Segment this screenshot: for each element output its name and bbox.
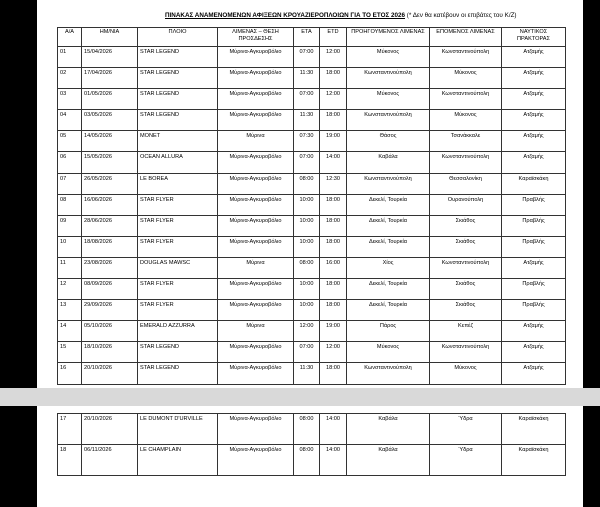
table-cell: Μύρινα-Αγκυροβόλιο [218, 215, 294, 236]
arrivals-table-continued [57, 413, 566, 476]
table-cell: 18:00 [320, 194, 347, 215]
table-cell: 20/10/2026 [82, 363, 138, 384]
table-cell: Μύρινα-Αγκυροβόλιο [218, 68, 294, 89]
table-cell: 03/05/2026 [82, 110, 138, 131]
table-cell: 15 [58, 342, 82, 363]
table-row [58, 342, 566, 363]
table-cell: Ατζαμής [502, 321, 566, 342]
table-cell: STAR FLYER [138, 236, 218, 257]
title-text: ΠΙΝΑΚΑΣ ΑΝΑΜΕΝΟΜΕΝΩΝ ΑΦΙΞΕΩΝ ΚΡΟΥΑΖΙΕΡΟΠΛΟΙΩΝ ΓΙΑ ΤΟ ΕΤΟΣ 2026 [165, 12, 406, 19]
table-cell: 11 [58, 257, 82, 278]
table-cell: Κωνσταντινούπολη [347, 173, 430, 194]
table-cell: 12:30 [320, 173, 347, 194]
table-cell: 10:00 [294, 300, 320, 321]
table-cell: Μύκονος [430, 110, 502, 131]
table-cell: Χίος [347, 257, 430, 278]
table-cell: 08/09/2026 [82, 279, 138, 300]
table-cell: 14:00 [320, 152, 347, 173]
table-cell: Μύρινα-Αγκυροβόλιο [218, 194, 294, 215]
table-cell: Μύρινα-Αγκυροβόλιο [218, 110, 294, 131]
table-row [58, 89, 566, 110]
table-cell: Ατζαμής [502, 110, 566, 131]
table-cell: STAR LEGEND [138, 110, 218, 131]
table-row [58, 152, 566, 173]
table-cell: Ατζαμής [502, 152, 566, 173]
table-cell: 10:00 [294, 215, 320, 236]
table-row [58, 257, 566, 278]
table-cell: Θεσσαλονίκη [430, 173, 502, 194]
table-cell: 18:00 [320, 236, 347, 257]
table-row [58, 414, 566, 445]
table-cell: 19:00 [320, 131, 347, 152]
table-cell: LE BOREA [138, 173, 218, 194]
table-cell: 18:00 [320, 215, 347, 236]
table-cell: 18:00 [320, 363, 347, 384]
page-title [165, 12, 583, 19]
table-cell: 16 [58, 363, 82, 384]
table-cell: Δεκελί, Τουρκία [347, 236, 430, 257]
table-cell: STAR LEGEND [138, 342, 218, 363]
table-cell: 14:00 [320, 414, 347, 445]
table-cell: 11:30 [294, 68, 320, 89]
table-cell: STAR FLYER [138, 279, 218, 300]
table-row [58, 68, 566, 89]
table-cell: 18/10/2026 [82, 342, 138, 363]
table-cell: 18:00 [320, 300, 347, 321]
table-cell: Καραϊσκάκη [502, 414, 566, 445]
table-cell: Μύκονος [347, 89, 430, 110]
column-header: ΕΤD [320, 28, 347, 47]
table-cell: 19:00 [320, 321, 347, 342]
table-cell: 14 [58, 321, 82, 342]
table-cell: Μύρινα-Αγκυροβόλιο [218, 173, 294, 194]
table-cell: 12:00 [320, 89, 347, 110]
table-cell: STAR LEGEND [138, 363, 218, 384]
table-cell: 05 [58, 131, 82, 152]
table-cell: Μύρινα-Αγκυροβόλιο [218, 236, 294, 257]
table-cell: 08:00 [294, 257, 320, 278]
table-cell: 29/09/2026 [82, 300, 138, 321]
table-cell: Πραβλής [502, 215, 566, 236]
table-cell: MONET [138, 131, 218, 152]
table-cell: 05/10/2026 [82, 321, 138, 342]
table-cell: 15/05/2026 [82, 152, 138, 173]
table-cell: OCEAN ALLURA [138, 152, 218, 173]
table-cell: Μύρινα-Αγκυροβόλιο [218, 152, 294, 173]
table-cell: Ύδρα [430, 414, 502, 445]
table-cell: Κεπέζ [430, 321, 502, 342]
table-cell: 06/11/2026 [82, 445, 138, 476]
table-cell: Μύρινα-Αγκυροβόλιο [218, 89, 294, 110]
table-cell: 12 [58, 279, 82, 300]
table-cell: Ουρανούπολη [430, 194, 502, 215]
table-cell: Μύρινα-Αγκυροβόλιο [218, 445, 294, 476]
table-cell: Τσανάκκαλε [430, 131, 502, 152]
table-cell: 07 [58, 173, 82, 194]
column-header: ΝΑΥΤΙΚΟΣ ΠΡΑΚΤΟΡΑΣ [502, 28, 566, 47]
table-cell: 18:00 [320, 68, 347, 89]
table-row [58, 279, 566, 300]
table-cell: 12:00 [320, 47, 347, 68]
table-cell: 10:00 [294, 279, 320, 300]
table-row [58, 321, 566, 342]
table-cell: Μύκονος [347, 47, 430, 68]
table-cell: 13 [58, 300, 82, 321]
table-cell: Ατζαμής [502, 131, 566, 152]
column-header: Α/Α [58, 28, 82, 47]
page-gap [0, 388, 600, 406]
table-cell: Καραϊσκάκη [502, 173, 566, 194]
table-cell: Ύδρα [430, 445, 502, 476]
document-page-1 [37, 0, 583, 388]
table-cell: 08:00 [294, 173, 320, 194]
table-cell: 07:30 [294, 131, 320, 152]
table-cell: Πραβλής [502, 194, 566, 215]
table-cell: Κωνσταντινούπολη [347, 363, 430, 384]
table-cell: STAR FLYER [138, 215, 218, 236]
table-cell: 08 [58, 194, 82, 215]
table-cell: 08:00 [294, 445, 320, 476]
table-cell: 01/05/2026 [82, 89, 138, 110]
table-cell: 15/04/2026 [82, 47, 138, 68]
table-cell: Κωνσταντινούπολη [430, 89, 502, 110]
column-header: ΛΙΜΕΝΑΣ – ΘΕΣΗ ΠΡΟΣΔΕΣΗΣ [218, 28, 294, 47]
table-cell: 04 [58, 110, 82, 131]
table-row [58, 131, 566, 152]
table-cell: LE CHAMPLAIN [138, 445, 218, 476]
table-cell: 07:00 [294, 342, 320, 363]
table-cell: Μύρινα [218, 321, 294, 342]
table-cell: Δεκελί, Τουρκία [347, 279, 430, 300]
table-cell: Πραβλής [502, 236, 566, 257]
table-cell: 07:00 [294, 89, 320, 110]
table-cell: Κωνσταντινούπολη [430, 257, 502, 278]
table-cell: 09 [58, 215, 82, 236]
table-row [58, 236, 566, 257]
table-cell: 10:00 [294, 236, 320, 257]
table-cell: Μύρινα [218, 131, 294, 152]
table-cell: Μύρινα-Αγκυροβόλιο [218, 47, 294, 68]
table-cell: EMERALD AZZURRA [138, 321, 218, 342]
table-row [58, 445, 566, 476]
title-note: (* Δεν θα κατέβουν οι επιβάτες του Κ/Ζ) [406, 12, 517, 19]
table-cell: Κωνσταντινούπολη [347, 110, 430, 131]
table-cell: Καβάλα [347, 414, 430, 445]
table-cell: 16:00 [320, 257, 347, 278]
table-cell: Σκιάθος [430, 300, 502, 321]
table-cell: STAR LEGEND [138, 47, 218, 68]
table-cell: 12:00 [294, 321, 320, 342]
table-cell: Καβάλα [347, 445, 430, 476]
table-cell: 17 [58, 414, 82, 445]
table-row [58, 110, 566, 131]
table-cell: 11:30 [294, 110, 320, 131]
table-cell: 11:30 [294, 363, 320, 384]
table-cell: 12:00 [320, 342, 347, 363]
table-cell: Μύρινα-Αγκυροβόλιο [218, 414, 294, 445]
table-cell: 02 [58, 68, 82, 89]
table-cell: 18/08/2026 [82, 236, 138, 257]
table-cell: Ατζαμής [502, 68, 566, 89]
table-row [58, 300, 566, 321]
table-cell: 07:00 [294, 47, 320, 68]
column-header: ΠΡΟΗΓΟΥΜΕΝΟΣ ΛΙΜΕΝΑΣ [347, 28, 430, 47]
table-cell: Δεκελί, Τουρκία [347, 194, 430, 215]
table-cell: Ατζαμής [502, 89, 566, 110]
table-cell: 23/08/2026 [82, 257, 138, 278]
table-row [58, 363, 566, 384]
table-cell: 28/06/2026 [82, 215, 138, 236]
table-cell: 18:00 [320, 110, 347, 131]
table-cell: Μύρινα-Αγκυροβόλιο [218, 342, 294, 363]
table-cell: STAR LEGEND [138, 68, 218, 89]
table-cell: Μύκονος [347, 342, 430, 363]
table-cell: Μύρινα-Αγκυροβόλιο [218, 279, 294, 300]
table-cell: 14/05/2026 [82, 131, 138, 152]
table-cell: Ατζαμής [502, 257, 566, 278]
table-cell: Μύκονος [430, 68, 502, 89]
table-row [58, 215, 566, 236]
table-cell: STAR FLYER [138, 194, 218, 215]
table-cell: Πάρος [347, 321, 430, 342]
table-cell: Ατζαμής [502, 47, 566, 68]
table-cell: Κωνσταντινούπολη [430, 47, 502, 68]
table-cell: 17/04/2026 [82, 68, 138, 89]
table-cell: 26/05/2026 [82, 173, 138, 194]
table-cell: 18 [58, 445, 82, 476]
arrivals-table [57, 27, 566, 385]
table-cell: STAR LEGEND [138, 89, 218, 110]
column-header: ΠΛΟΙΟ [138, 28, 218, 47]
table-row [58, 47, 566, 68]
table-cell: DOUGLAS MAWSC [138, 257, 218, 278]
table-row [58, 173, 566, 194]
table-cell: Δεκελί, Τουρκία [347, 215, 430, 236]
table-cell: 07:00 [294, 152, 320, 173]
table-cell: Καραϊσκάκη [502, 445, 566, 476]
table-cell: STAR FLYER [138, 300, 218, 321]
table-cell: 08:00 [294, 414, 320, 445]
table-row [58, 194, 566, 215]
table-cell: Κωνσταντινούπολη [347, 68, 430, 89]
table-cell: Ατζαμής [502, 342, 566, 363]
table-cell: Πραβλής [502, 279, 566, 300]
table-cell: Θάσος [347, 131, 430, 152]
table-cell: Πραβλής [502, 300, 566, 321]
table-cell: 10 [58, 236, 82, 257]
table-cell: Καβάλα [347, 152, 430, 173]
table-cell: Μύρινα [218, 257, 294, 278]
column-header: ΕΠΟΜΕΝΟΣ ΛΙΜΕΝΑΣ [430, 28, 502, 47]
table-cell: Ατζαμής [502, 363, 566, 384]
column-header: ΗΜ/ΝΙΑ [82, 28, 138, 47]
table-cell: Σκιάθος [430, 215, 502, 236]
table-cell: 01 [58, 47, 82, 68]
table-cell: Μύκονος [430, 363, 502, 384]
table-cell: LE DUMONT D'URVILLE [138, 414, 218, 445]
table-cell: 20/10/2026 [82, 414, 138, 445]
table-header-row [58, 28, 566, 47]
table-cell: 18:00 [320, 279, 347, 300]
table-cell: Δεκελί, Τουρκία [347, 300, 430, 321]
table-cell: 06 [58, 152, 82, 173]
table-cell: 03 [58, 89, 82, 110]
table-cell: 16/06/2026 [82, 194, 138, 215]
table-cell: Σκιάθος [430, 279, 502, 300]
table-cell: Μύρινα-Αγκυροβόλιο [218, 300, 294, 321]
table-cell: Μύρινα-Αγκυροβόλιο [218, 363, 294, 384]
table-cell: 10:00 [294, 194, 320, 215]
table-cell: Κωνσταντινούπολη [430, 342, 502, 363]
table-cell: Κωνσταντινούπολη [430, 152, 502, 173]
document-page-2 [37, 406, 583, 507]
column-header: ΕΤΑ [294, 28, 320, 47]
table-cell: Σκιάθος [430, 236, 502, 257]
table-cell: 14:00 [320, 445, 347, 476]
